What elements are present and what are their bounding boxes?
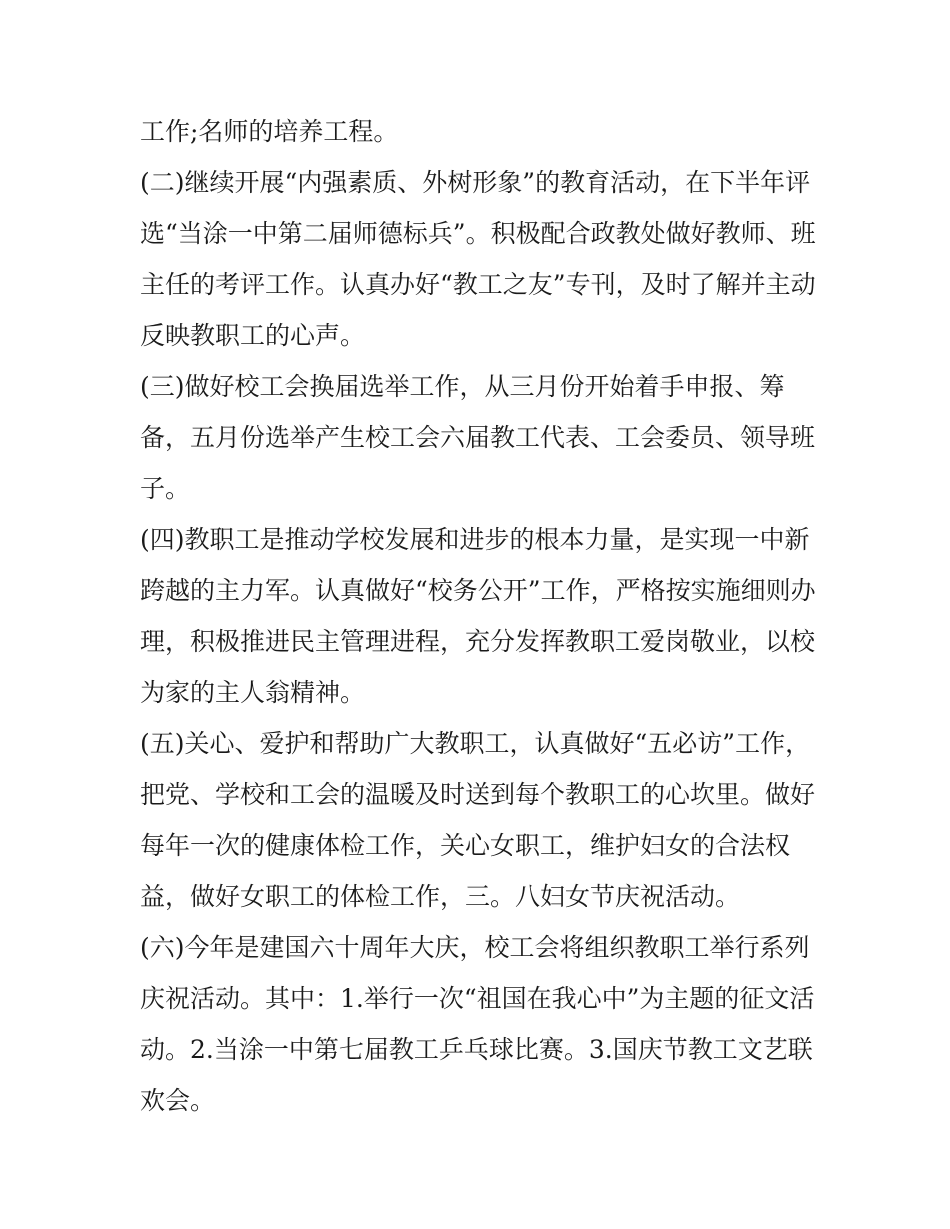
text-line: 主任的考评工作。认真办好“教工之友”专刊，及时了解并主动 (140, 270, 816, 299)
text-line: 欢会。 (140, 1086, 216, 1115)
text-line: 庆祝活动。其中：1.举行一次“祖国在我心中”为主题的征文活 (140, 984, 815, 1013)
text-line: 把党、学校和工会的温暖及时送到每个教职工的心坎里。做好 (140, 780, 816, 809)
text-line: 反映教职工的心声。 (140, 321, 366, 350)
text-line: 子。 (140, 474, 191, 503)
text-line: (四)教职工是推动学校发展和进步的根本力量，是实现一中新 (140, 525, 810, 554)
document-body (140, 106, 816, 1126)
text-line: 跨越的主力军。认真做好“校务公开”工作，严格按实施细则办 (140, 576, 816, 605)
text-line: 益，做好女职工的体检工作，三。八妇女节庆祝活动。 (140, 882, 741, 911)
text-line: 动。2.当涂一中第七届教工乒乓球比赛。3.国庆节教工文艺联 (140, 1035, 813, 1064)
text-line: 为家的主人翁精神。 (140, 678, 366, 707)
text-line: (三)做好校工会换届选举工作，从三月份开始着手申报、筹 (140, 372, 785, 401)
text-line: (六)今年是建国六十周年大庆，校工会将组织教职工举行系列 (140, 933, 810, 962)
text-line: 理，积极推进民主管理进程，充分发挥教职工爱岗敬业，以校 (140, 627, 816, 656)
text-line: 选“当涂一中第二届师德标兵”。积极配合政教处做好教师、班 (140, 219, 816, 248)
text-line: 每年一次的健康体检工作，关心女职工，维护妇女的合法权 (140, 831, 791, 860)
text-line: 工作;名师的培养工程。 (140, 117, 399, 146)
text-line: (五)关心、爱护和帮助广大教职工，认真做好“五必访”工作， (140, 729, 811, 758)
text-line: 备，五月份选举产生校工会六届教工代表、工会委员、领导班 (140, 423, 816, 452)
text-line: (二)继续开展“内强素质、外树形象”的教育活动，在下半年评 (140, 168, 811, 197)
